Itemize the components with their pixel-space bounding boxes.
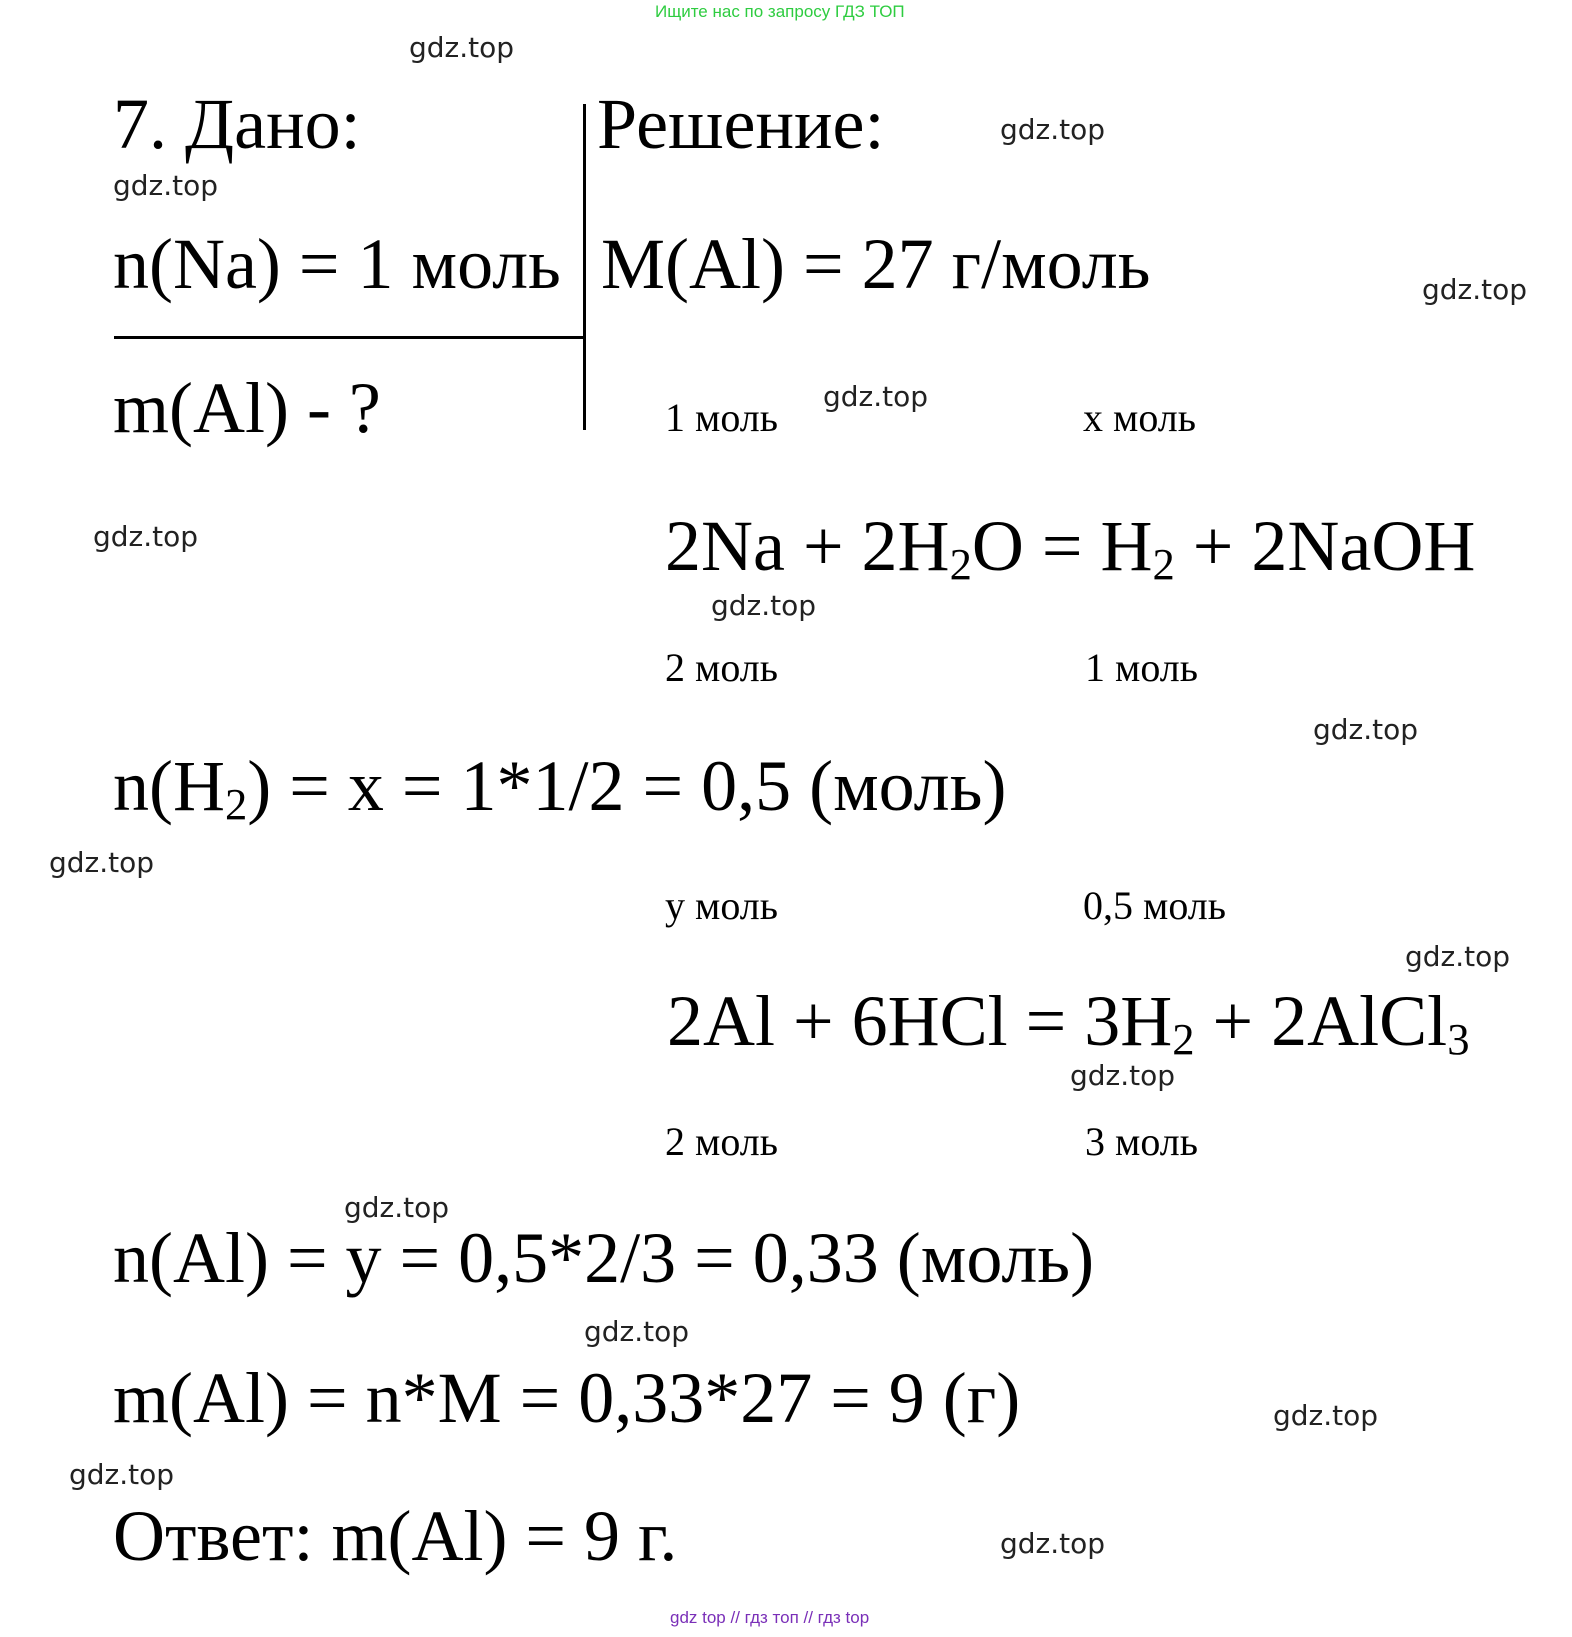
watermark: gdz.top xyxy=(344,1191,450,1224)
given-title: 7. Дано: xyxy=(113,84,361,164)
eq2-below-left: 2 моль xyxy=(665,1119,778,1164)
given-na: n(Na) = 1 моль xyxy=(113,224,561,304)
given-find: m(Al) - ? xyxy=(113,368,381,448)
solution-title: Решение: xyxy=(597,84,885,164)
watermark: gdz.top xyxy=(1273,1399,1379,1432)
equation-2: $2Al + 6HCl = 3H_2$ + 2AlCl$_3$ xyxy=(667,981,1470,1064)
calc-al-n: n(Al) = y = 0,5*2/3 = 0,33 (моль) xyxy=(113,1218,1095,1298)
equation-1: $2Na + 2H_2O = H_2$ + 2NaOH xyxy=(665,506,1476,589)
answer: Ответ: m(Al) = 9 г. xyxy=(113,1496,678,1576)
watermark: gdz.top xyxy=(711,589,817,622)
eq1-above-left: 1 моль xyxy=(665,395,778,440)
eq1-below-right: 1 моль xyxy=(1085,645,1198,690)
watermark: gdz.top xyxy=(1000,1527,1106,1560)
watermark: gdz.top xyxy=(584,1315,690,1348)
watermark: gdz.top xyxy=(1422,273,1528,306)
watermark: gdz.top xyxy=(1070,1059,1176,1092)
calc-h2: $n(H_2) = x = 1*1/2 = 0,5$ (моль) xyxy=(113,746,1007,829)
header-note: Ищите нас по запросу ГДЗ ТОП xyxy=(655,2,905,21)
watermark: gdz.top xyxy=(823,380,929,413)
watermark: gdz.top xyxy=(1405,940,1511,973)
watermark: gdz.top xyxy=(1000,113,1106,146)
calc-al-m: m(Al) = n*M = 0,33*27 = 9 (г) xyxy=(113,1358,1021,1438)
watermark: gdz.top xyxy=(93,520,199,553)
eq1-above-right: x моль xyxy=(1083,395,1196,440)
watermark: gdz.top xyxy=(1313,713,1419,746)
eq2-below-right: 3 моль xyxy=(1085,1119,1198,1164)
watermark: gdz.top xyxy=(49,846,155,879)
watermark: gdz.top xyxy=(69,1458,175,1491)
watermark: gdz.top xyxy=(113,169,219,202)
eq2-above-left: y моль xyxy=(665,883,778,928)
given-divider xyxy=(114,336,584,339)
footer-note: gdz top // гдз топ // гдз top xyxy=(670,1608,870,1627)
molar-mass: M(Al) = 27 г/моль xyxy=(601,224,1151,304)
eq2-above-right: 0,5 моль xyxy=(1083,883,1226,928)
eq1-below-left: 2 моль xyxy=(665,645,778,690)
watermark: gdz.top xyxy=(409,31,515,64)
vertical-divider xyxy=(583,104,586,430)
